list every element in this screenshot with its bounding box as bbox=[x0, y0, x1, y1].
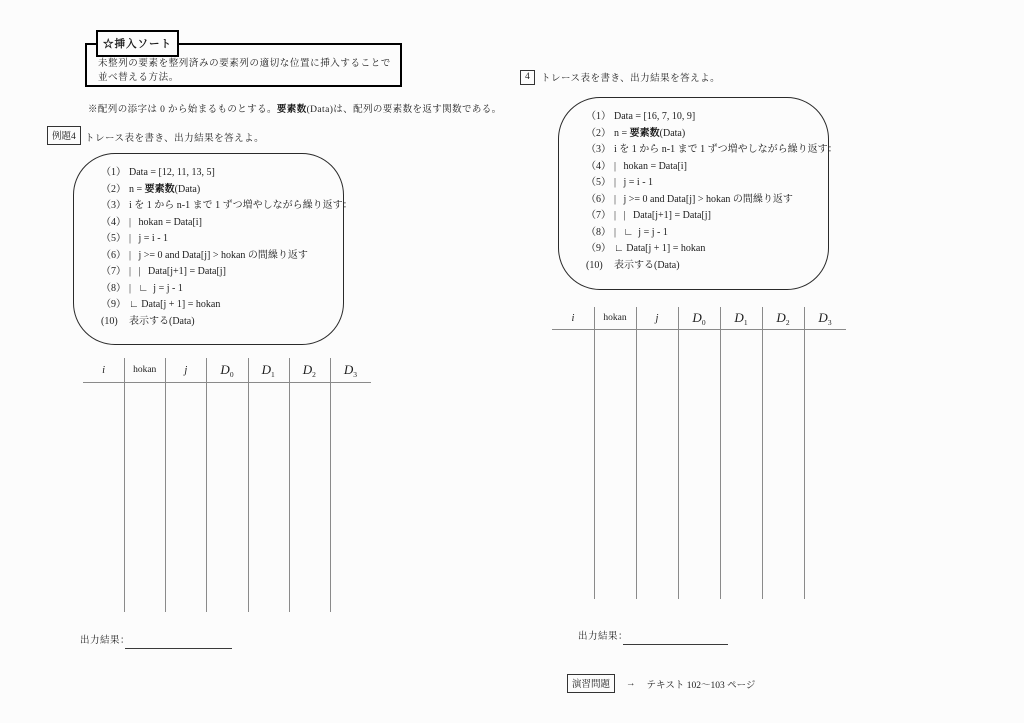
array-note bbox=[88, 101, 502, 115]
code-line: （2） n = 要素数(Data) bbox=[586, 127, 686, 139]
table-header-cell: hokan bbox=[603, 313, 627, 323]
code-line: (10) 表示する(Data) bbox=[101, 315, 195, 327]
code-line: （6） | j >= 0 and Data[j] > hokan の間繰り返す bbox=[101, 249, 308, 261]
code-line: （9） ∟ Data[j + 1] = hokan bbox=[586, 243, 706, 254]
array-note-pre: ※配列の添字は 0 から始まるものとする。 bbox=[88, 105, 277, 115]
code-line: （3） i を 1 から n-1 まで 1 ずつ増やしながら繰り返す： bbox=[101, 200, 353, 211]
table-header-cell: $D_2$ bbox=[776, 309, 790, 327]
problem-code-box bbox=[558, 97, 838, 290]
code-line: （7） | | Data[j+1] = Data[j] bbox=[101, 266, 226, 277]
table-header-cell: i bbox=[571, 312, 575, 324]
code-line: （9） ∟ Data[j + 1] = hokan bbox=[101, 299, 221, 310]
table-header-cell: $D_0$ bbox=[692, 309, 706, 327]
page-footer bbox=[567, 674, 755, 693]
code-line: （5） | j = i - 1 bbox=[101, 233, 169, 244]
sort-description: 未整列の要素を整列済みの要素列の適切な位置に挿入することで並べ替える方法。 bbox=[98, 59, 391, 83]
table-column-line bbox=[594, 307, 595, 599]
table-column-line bbox=[636, 307, 637, 599]
footer-arrow: → bbox=[626, 678, 636, 689]
code-line: （1） Data = [16, 7, 10, 9] bbox=[586, 111, 696, 122]
table-header-cell: $D_0$ bbox=[220, 361, 234, 379]
table-column-line bbox=[762, 307, 763, 599]
table-column-line bbox=[330, 358, 331, 612]
code-line: （5） | j = i - 1 bbox=[586, 177, 654, 188]
code-line: （7） | | Data[j+1] = Data[j] bbox=[586, 210, 711, 221]
table-column-line bbox=[720, 307, 721, 599]
code-line: （6） | j >= 0 and Data[j] > hokan の間繰り返す bbox=[586, 193, 793, 205]
problem-output-label: 出力結果： bbox=[578, 632, 629, 642]
table-header-row bbox=[552, 307, 846, 330]
table-header-row bbox=[83, 358, 371, 383]
table-column-line bbox=[206, 358, 207, 612]
example-instruction: トレース表を書き、出力結果を答えよ。 bbox=[85, 134, 265, 144]
code-line: （1） Data = [12, 11, 13, 5] bbox=[101, 167, 215, 178]
code-line: （8） | ∟ j = j - 1 bbox=[586, 226, 668, 238]
example-label: 例題4 bbox=[47, 126, 81, 145]
table-header-cell: $D_1$ bbox=[734, 309, 748, 327]
table-header-cell: i bbox=[102, 364, 106, 376]
problem-output-line bbox=[623, 644, 728, 645]
table-header-cell: j bbox=[184, 364, 188, 376]
table-header-cell: $D_3$ bbox=[343, 361, 357, 379]
insertion-sort-title: ☆挿入ソート bbox=[103, 39, 172, 50]
code-line: （4） | hokan = Data[i] bbox=[101, 216, 202, 228]
example-trace-table bbox=[83, 358, 371, 612]
code-line: (10) 表示する(Data) bbox=[586, 259, 680, 271]
table-column-line bbox=[124, 358, 125, 612]
table-header-cell: $D_2$ bbox=[302, 361, 316, 379]
problem-label: 4 bbox=[520, 70, 535, 85]
table-column-line bbox=[165, 358, 166, 612]
table-column-line bbox=[804, 307, 805, 599]
table-column-line bbox=[678, 307, 679, 599]
problem-trace-table bbox=[552, 307, 846, 599]
table-column-line bbox=[248, 358, 249, 612]
footer-text: テキスト 102～103 ページ bbox=[646, 680, 756, 691]
example-label-box bbox=[47, 126, 81, 145]
code-line: （2） n = 要素数(Data) bbox=[101, 183, 201, 195]
problem-instruction: トレース表を書き、出力結果を答えよ。 bbox=[541, 74, 721, 84]
code-line: （8） | ∟ j = j - 1 bbox=[101, 282, 183, 294]
table-header-cell: hokan bbox=[133, 365, 157, 375]
example-output-label: 出力結果： bbox=[80, 636, 131, 646]
table-header-cell: j bbox=[655, 312, 659, 324]
insertion-sort-title-box bbox=[96, 30, 179, 57]
problem-label-box bbox=[520, 66, 535, 85]
example-output-line bbox=[125, 648, 232, 649]
code-line: （3） i を 1 から n-1 まで 1 ずつ増やしながら繰り返す： bbox=[586, 144, 838, 155]
table-header-cell: $D_1$ bbox=[261, 361, 275, 379]
array-note-bold: 要素数 bbox=[276, 105, 307, 115]
code-line: （4） | hokan = Data[i] bbox=[586, 160, 687, 172]
example-code-box bbox=[73, 153, 353, 345]
footer-exercise-box: 演習問題 bbox=[567, 674, 615, 693]
table-column-line bbox=[289, 358, 290, 612]
array-note-post: (Data)は、配列の要素数を返す関数である。 bbox=[306, 105, 502, 115]
table-header-cell: $D_3$ bbox=[818, 309, 832, 327]
